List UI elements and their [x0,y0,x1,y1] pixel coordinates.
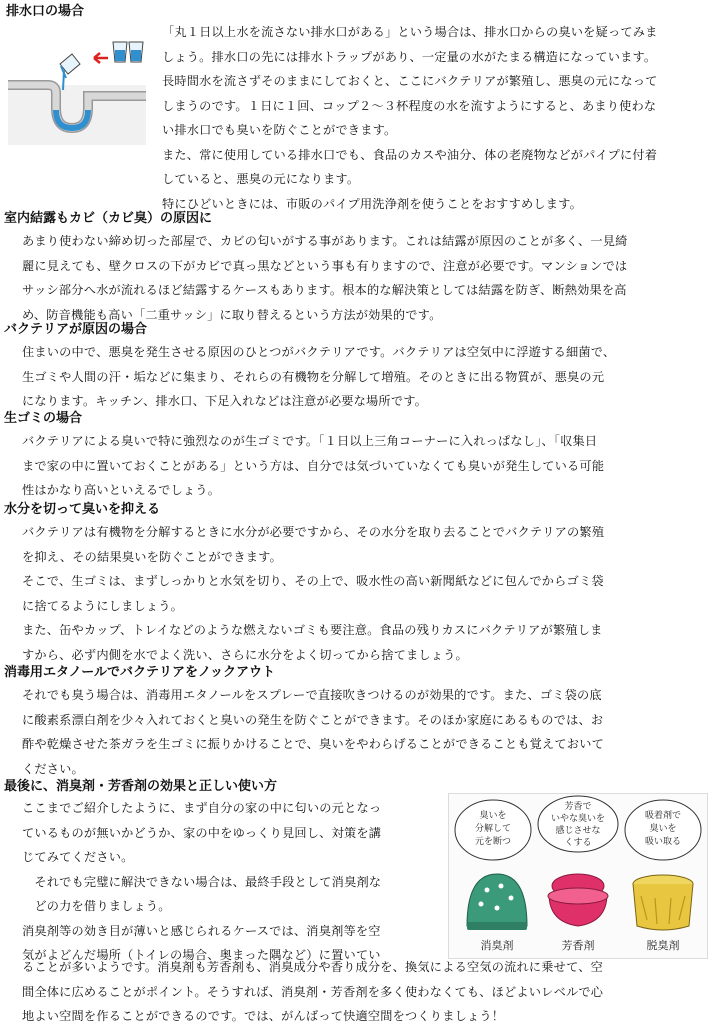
text-line: それでも完璧に解決できない場合は、最終手段として消臭剤な [22,874,382,889]
text-line: しまうのです。１日に１回、コップ２～３杯程度の水を流すようにすると、あまり使わな [162,98,657,113]
text-line: 消臭剤等の効き目が薄いと感じられるケースでは、消臭剤等を空 [22,923,381,938]
bubble-text: 吸い取る [644,837,682,847]
bubble-text: 吸着剤で [644,811,682,821]
text-line: 「丸１日以上水を流さない排水口がある」という場合は、排水口からの臭いを疑ってみま [162,25,658,39]
section-title-moisture: 水分を切って臭いを抑える [4,502,161,517]
text-line: に捨てるようにしましょう。 [22,598,184,613]
condensation-paragraph [22,229,708,327]
text-line: になります。キッチン、排水口、下足入れなどは注意が必要な場所です。 [22,394,428,408]
deodorant-paragraph-wide [22,955,708,1029]
text-line: ください。 [22,761,84,776]
text-line: 地よい空間を作ることができるのです。では、がんばって快適空間をつくりましょう！ [22,1009,505,1023]
text-line: 麗に見えても、壁クロスの下がカビで真っ黒などという事も有りますので、注意が必要です。マンションでは [22,258,628,273]
text-line: また、缶やカップ、トレイなどのような燃えないゴミも要注意。食品の残りカスにバクテリアが繁殖しま [22,623,603,637]
text-line: 長時間水を流さずそのままにしておくと、ここにバクテリアが繁殖し、悪臭の元になって [162,74,658,88]
text-line: あまり使わない締め切った部屋で、カビの匂いがする事があります。これは結露が原因のことが多く、一見綺 [22,234,628,248]
moisture-paragraph [22,520,708,667]
bubble-text: 元を断つ [474,837,512,847]
label-fragrance: 芳香剤 [561,939,595,952]
section-title-condensation: 室内結露もカビ（カビ臭）の原因に [4,211,213,226]
text-line: サッシ部分へ水が流れるほど結露するケースもあります。根本的な解決策としては結露を防ぎ、断熱効果を高 [22,283,627,297]
speech-bubble-deodorizer [455,800,531,860]
garbage-paragraph [22,429,708,503]
text-line: い排水口でも臭いを防ぐことができます。 [162,123,397,137]
text-line: まで家の中に置いておくことがある」という方は、自分では気づいていなくても臭いが発生している可能 [22,458,605,473]
text-line: バクテリアは有機物を分解するときに水分が必要ですから、その水分を取り去ることでバクテリアの繁殖 [22,525,605,539]
section-title-drain: 排水口の場合 [6,4,85,19]
text-line: バクテリアによる臭いで特に強烈なのが生ゴミです。「１日以上三角コーナーに入れっぱなし」、「収集日 [22,434,598,448]
text-line: め、防音機能も高い「二重サッシ」に取り替えるという方法が効果的です。 [22,307,442,322]
deodorizer-product [467,874,527,930]
fragrance-product [548,874,608,926]
bubble-text: 感じさせな [555,826,601,836]
label-absorber: 脱臭剤 [646,939,680,952]
speech-bubble-absorber [625,800,701,860]
text-line: に酸素系漂白剤を少々入れておくと臭いの発生を防ぐことができます。そのほか家庭にあるものでは、お [22,712,604,727]
bacteria-paragraph [22,340,708,414]
text-line: どの力を借りましょう。 [22,899,171,913]
text-line: ているものが無いかどうか、家の中をゆっくり見回し、対策を講 [22,825,382,840]
drain-paragraph [162,20,708,216]
label-deodorizer: 消臭剤 [480,939,514,952]
section-title-ethanol: 消毒用エタノールでバクテリアをノックアウト [4,665,276,680]
text-line: しょう。排水口の先には排水トラップがあり、一定量の水がたまる構造になっています。 [162,49,657,64]
text-line: 住まいの中で、悪臭を発生させる原因のひとつがバクテリアです。バクテリアは空気中に浮遊する細菌で、 [22,345,616,359]
bubble-text: 臭いを [649,824,677,834]
deodorant-types-illustration [448,793,708,959]
bubble-text: 分解して [474,824,512,834]
text-line: 間全体に広めることがポイント。そうすれば、消臭剤・芳香剤を多く使わなくても、ほどよいレベルで心 [22,984,604,999]
bubble-text: 芳香で [564,802,592,812]
bubble-text: 臭いを [479,811,507,821]
text-line: 気がよどんだ場所（トイレの場合、奥まった隅など）に置いてい [22,948,381,962]
text-line: じてみてください。 [22,850,134,864]
text-line: すから、必ず内側を水でよく洗い、さらに水分をよく切ってから捨てましょう。 [22,647,468,662]
text-line: 酢や乾燥させた茶ガラを生ゴミに振りかけることで、臭いをやわらげることができることも覚えておいて [22,737,604,751]
absorber-product [633,875,693,930]
text-line: ることが多いようです。消臭剤も芳香剤も、消臭成分や香り成分を、換気による空気の流れに乗せて、空 [22,960,603,974]
text-line: ここまでご紹介したように、まず自分の家の中に匂いの元となっ [22,801,382,815]
section-title-bacteria: バクテリアが原因の場合 [4,322,148,337]
ethanol-paragraph [22,683,708,781]
text-line: それでも臭う場合は、消毒用エタノールをスプレーで直接吹きつけるのが効果的です。また、ゴミ袋の底 [22,688,602,702]
text-line: また、常に使用している排水口でも、食品のカスや油分、体の老廃物などがパイプに付着 [162,147,658,162]
text-line: していると、悪臭の元になります。 [162,172,360,186]
text-line: 特にひどいときには、市販のパイプ用洗浄剤を使うことをおすすめします。 [162,196,582,211]
speech-bubble-fragrance [538,796,618,852]
bubble-text: いやな臭いを [550,814,606,824]
section-title-deodorant: 最後に、消臭剤・芳香剤の効果と正しい使い方 [4,779,278,794]
drain-trap-illustration [8,30,146,145]
deodorant-paragraph-narrow [22,796,446,968]
text-line: そこで、生ゴミは、まずしっかりと水気を切り、その上で、吸水性の高い新聞紙などに包んでからゴミ袋 [22,574,604,588]
text-line: 生ゴミや人間の汗・垢などに集まり、それらの有機物を分解して増殖。そのときに出る物質が、悪臭の元 [22,369,605,384]
bubble-text: くする [564,838,592,848]
section-title-garbage: 生ゴミの場合 [4,411,83,426]
text-line: を抑え、その結果臭いを防ぐことができます。 [22,549,282,564]
text-line: 性はかなり高いといえるでしょう。 [22,483,221,497]
